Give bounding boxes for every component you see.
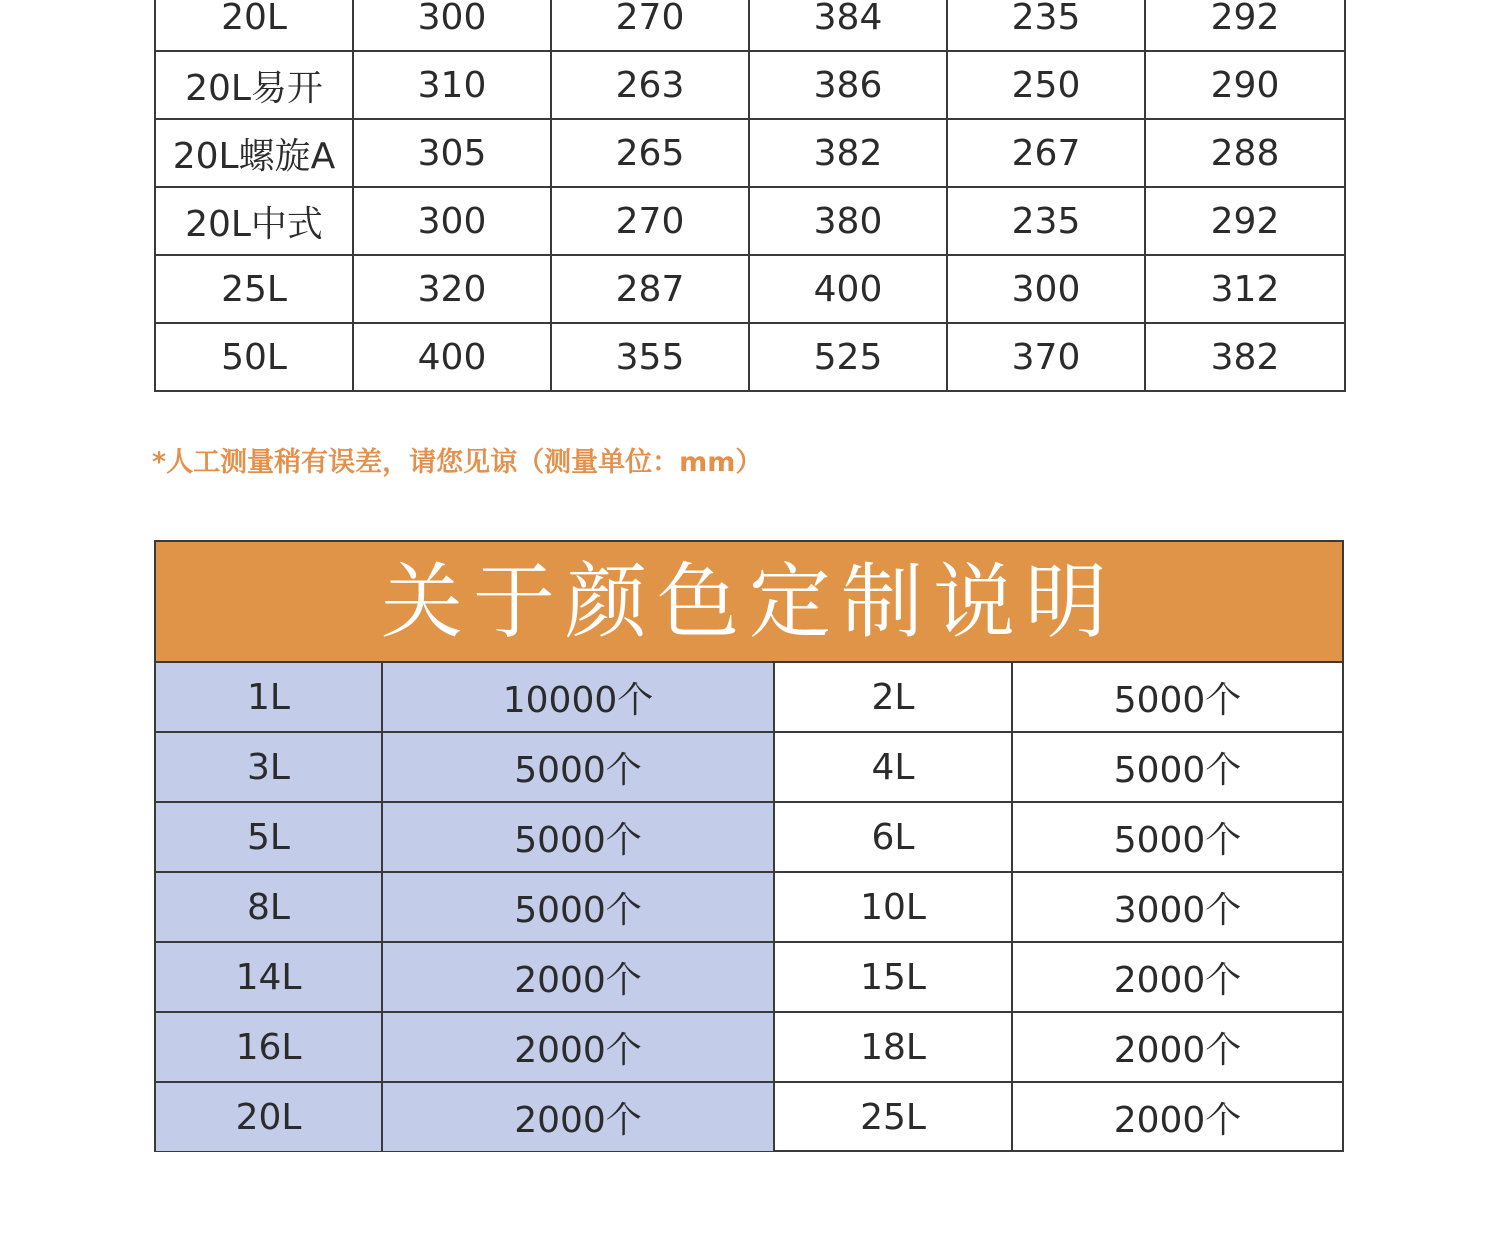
capacity-cell: 3L: [156, 732, 382, 802]
dimension-value-cell: 292: [1145, 187, 1345, 255]
table-row: [155, 51, 1345, 119]
capacity-cell: 4L: [774, 732, 1012, 802]
table-row: [156, 1012, 1342, 1082]
table-row: [155, 187, 1345, 255]
dimension-value-cell: 287: [551, 255, 749, 323]
size-label-cell: 20L易开: [155, 51, 353, 119]
dimension-value-cell: 310: [353, 51, 551, 119]
table-row: [155, 0, 1345, 51]
size-label-cell: 20L中式: [155, 187, 353, 255]
dimension-value-cell: 382: [1145, 323, 1345, 391]
dimension-value-cell: 384: [749, 0, 947, 51]
color-customization-title: 关于颜色定制说明: [156, 542, 1342, 663]
dimension-value-cell: 320: [353, 255, 551, 323]
min-quantity-cell: 5000个: [382, 802, 774, 872]
dimension-value-cell: 300: [353, 187, 551, 255]
dimension-value-cell: 525: [749, 323, 947, 391]
dimension-value-cell: 300: [353, 0, 551, 51]
dimension-table: [154, 0, 1346, 392]
capacity-cell: 18L: [774, 1012, 1012, 1082]
dimension-value-cell: 386: [749, 51, 947, 119]
moq-table: [156, 663, 1342, 1151]
dimension-value-cell: 270: [551, 0, 749, 51]
min-quantity-cell: 3000个: [1012, 872, 1342, 942]
capacity-cell: 10L: [774, 872, 1012, 942]
measurement-note: *人工测量稍有误差，请您见谅（测量单位：mm）: [152, 447, 763, 478]
min-quantity-cell: 2000个: [1012, 942, 1342, 1012]
dimension-value-cell: 250: [947, 51, 1145, 119]
min-quantity-cell: 2000个: [1012, 1082, 1342, 1151]
dimension-value-cell: 300: [947, 255, 1145, 323]
min-quantity-cell: 5000个: [1012, 663, 1342, 732]
table-row: [155, 119, 1345, 187]
min-quantity-cell: 2000个: [382, 942, 774, 1012]
size-label-cell: 50L: [155, 323, 353, 391]
dimension-value-cell: 312: [1145, 255, 1345, 323]
dimension-value-cell: 370: [947, 323, 1145, 391]
table-row: [156, 663, 1342, 732]
dimension-value-cell: 290: [1145, 51, 1345, 119]
dimension-value-cell: 270: [551, 187, 749, 255]
min-quantity-cell: 2000个: [382, 1082, 774, 1151]
dimension-value-cell: 292: [1145, 0, 1345, 51]
capacity-cell: 14L: [156, 942, 382, 1012]
dimension-value-cell: 380: [749, 187, 947, 255]
dimension-value-cell: 288: [1145, 119, 1345, 187]
table-row: [156, 732, 1342, 802]
capacity-cell: 6L: [774, 802, 1012, 872]
min-quantity-cell: 5000个: [382, 872, 774, 942]
table-row: [156, 802, 1342, 872]
dimension-value-cell: 382: [749, 119, 947, 187]
capacity-cell: 8L: [156, 872, 382, 942]
table-row: [156, 942, 1342, 1012]
size-label-cell: 20L螺旋A: [155, 119, 353, 187]
capacity-cell: 25L: [774, 1082, 1012, 1151]
table-row: [156, 872, 1342, 942]
size-label-cell: 20L: [155, 0, 353, 51]
min-quantity-cell: 2000个: [1012, 1012, 1342, 1082]
capacity-cell: 16L: [156, 1012, 382, 1082]
color-customization-section: [154, 540, 1344, 1152]
capacity-cell: 1L: [156, 663, 382, 732]
min-quantity-cell: 5000个: [1012, 802, 1342, 872]
dimension-value-cell: 400: [353, 323, 551, 391]
dimension-value-cell: 267: [947, 119, 1145, 187]
dimension-value-cell: 235: [947, 187, 1145, 255]
capacity-cell: 20L: [156, 1082, 382, 1151]
dimension-value-cell: 265: [551, 119, 749, 187]
capacity-cell: 2L: [774, 663, 1012, 732]
min-quantity-cell: 10000个: [382, 663, 774, 732]
capacity-cell: 5L: [156, 802, 382, 872]
capacity-cell: 15L: [774, 942, 1012, 1012]
dimension-value-cell: 400: [749, 255, 947, 323]
dimension-value-cell: 263: [551, 51, 749, 119]
table-row: [155, 255, 1345, 323]
table-row: [156, 1082, 1342, 1151]
table-row: [155, 323, 1345, 391]
dimension-value-cell: 355: [551, 323, 749, 391]
min-quantity-cell: 2000个: [382, 1012, 774, 1082]
dimension-value-cell: 305: [353, 119, 551, 187]
dimension-value-cell: 235: [947, 0, 1145, 51]
min-quantity-cell: 5000个: [1012, 732, 1342, 802]
size-label-cell: 25L: [155, 255, 353, 323]
min-quantity-cell: 5000个: [382, 732, 774, 802]
